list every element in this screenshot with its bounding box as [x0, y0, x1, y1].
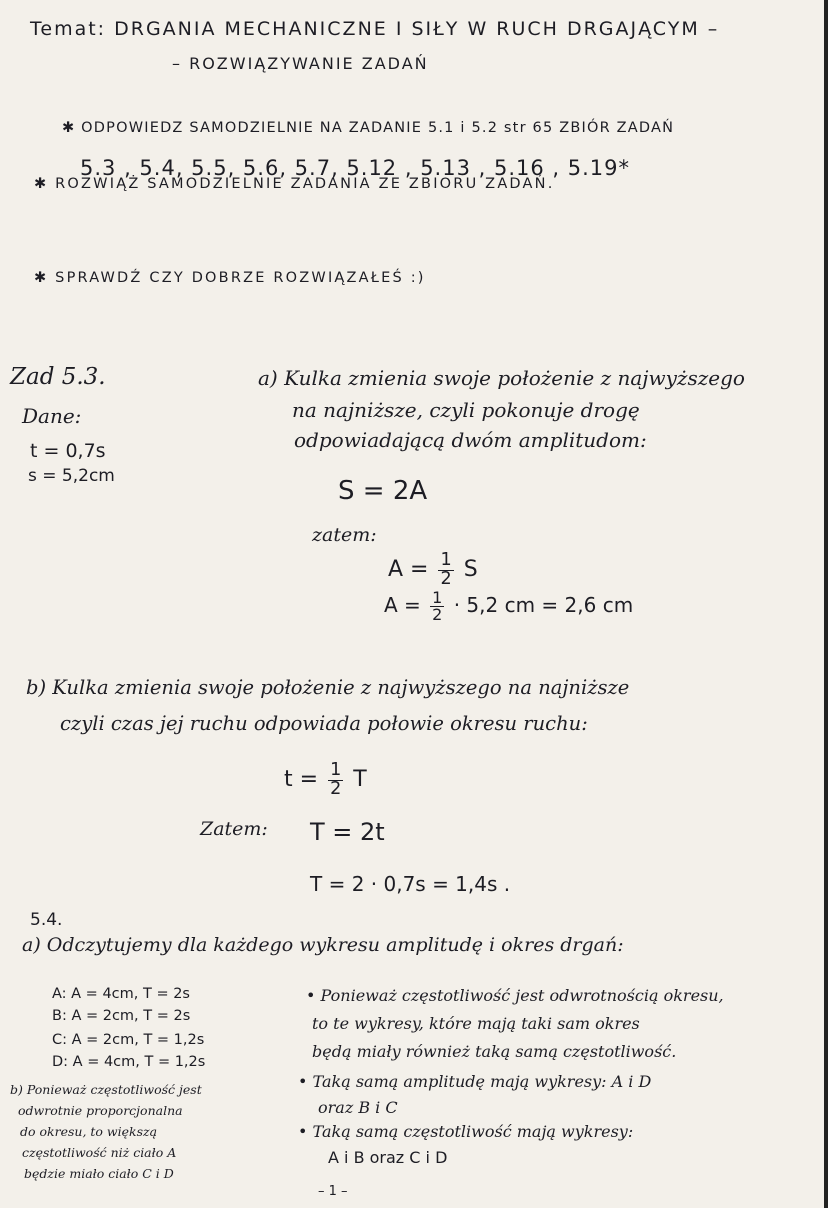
graph-row-B: B: A = 2cm, T = 2s [52, 1008, 191, 1024]
note-3-line-2: A i B oraz C i D [328, 1148, 448, 1167]
photo-edge-shadow [824, 0, 828, 1208]
part-b-zatem: Zatem: [200, 818, 268, 840]
topic-subtitle: – ROZWIĄZYWANIE ZADAŃ [172, 54, 429, 73]
instruction-item-3: ✱ SPRAWDŹ CZY DOBRZE ROZWIĄZAŁEŚ :) [34, 270, 426, 286]
task-53-title: Zad 5.3. [10, 364, 106, 390]
part-b-equation-2: T = 2t [310, 818, 385, 846]
instruction-item-2: ✱ ROZWIĄŻ SAMODZIELNIE ZADANIA ZE ZBIORU ZADAŃ. [34, 176, 555, 192]
part-a-line-1: a) Kulka zmienia swoje położenie z najwyższego [258, 366, 745, 390]
topic-title: Temat: DRGANIA MECHANICZNE I SIŁY W RUCH DRGAJĄCYM – [30, 18, 720, 40]
part-a-equation-3 [384, 590, 633, 623]
note-2-line-1: • Taką samą amplitudę mają wykresy: A i D [298, 1072, 652, 1091]
fraction-numerator: 1 [440, 550, 452, 570]
fraction-numerator: 1 [330, 760, 342, 780]
eq-right: T [353, 767, 367, 793]
part-b-equation-1 [284, 762, 367, 798]
part-b-equation-3: T = 2 · 0,7s = 1,4s . [310, 872, 511, 896]
part-b-54-line-2: odwrotnie proporcjonalna [18, 1103, 183, 1118]
part-b-54-line-4: częstotliwość niż ciało A [22, 1145, 177, 1160]
eq2-left: A = [388, 557, 429, 583]
part-b-54-line-1: b) Ponieważ częstotliwość jest [10, 1082, 202, 1097]
part-b-54-line-3: do okresu, to większą [20, 1124, 158, 1139]
part-b-line-1: b) Kulka zmienia swoje położenie z najwyższego na najniższe [26, 676, 630, 699]
eq3-right: · 5,2 cm = 2,6 cm [453, 593, 634, 617]
fraction-denominator: 2 [330, 778, 342, 799]
graph-row-A: A: A = 4cm, T = 2s [52, 986, 190, 1002]
part-a-zatem: zatem: [312, 524, 377, 546]
part-a-equation-2 [388, 552, 478, 588]
part-b-line-2: czyli czas jej ruchu odpowiada połowie okresu ruchu: [60, 712, 588, 735]
fraction-half [328, 762, 343, 798]
note-2-line-2: oraz B i C [318, 1098, 398, 1117]
instruction-item-1: ✱ ODPOWIEDZ SAMODZIELNIE NA ZADANIE 5.1 i 5.2 str 65 ZBIÓR ZADAŃ [62, 120, 675, 136]
page-number: – 1 – [318, 1184, 348, 1199]
note-1-line-3: będą miały również taką samą częstotliwość. [312, 1042, 677, 1061]
eq3-left: A = [384, 593, 421, 617]
fraction-denominator: 2 [440, 568, 452, 589]
given-time: t = 0,7s [30, 440, 106, 462]
note-3-line-1: • Taką samą częstotliwość mają wykresy: [298, 1122, 634, 1141]
part-b-54-line-5: będzie miało ciało C i D [24, 1166, 174, 1181]
eq-left: t = [284, 767, 319, 793]
fraction-half [430, 590, 444, 623]
given-distance: s = 5,2cm [28, 466, 115, 486]
note-1-line-2: to te wykresy, które mają taki sam okres [312, 1014, 640, 1033]
fraction-numerator: 1 [432, 588, 443, 607]
eq2-right: S [463, 557, 478, 583]
note-1-line-1: • Ponieważ częstotliwość jest odwrotnością okresu, [306, 986, 724, 1005]
graph-row-D: D: A = 4cm, T = 1,2s [52, 1054, 206, 1070]
given-label: Dane: [22, 404, 82, 428]
fraction-denominator: 2 [432, 605, 443, 624]
task-54-part-a: a) Odczytujemy dla każdego wykresu amplitudę i okres drgań: [22, 934, 624, 956]
instruction-item-1-tasks: 5.3 , 5.4, 5.5, 5.6, 5.7, 5.12 , 5.13 , 5.16 , 5.19* [80, 156, 631, 180]
part-a-line-3: odpowiadającą dwóm amplitudom: [294, 428, 647, 452]
graph-row-C: C: A = 2cm, T = 1,2s [52, 1032, 205, 1048]
part-a-line-2: na najniższe, czyli pokonuje drogę [292, 398, 640, 422]
task-54-title: 5.4. [30, 910, 63, 930]
fraction-half [438, 552, 453, 588]
part-a-equation-1: S = 2A [338, 476, 428, 506]
